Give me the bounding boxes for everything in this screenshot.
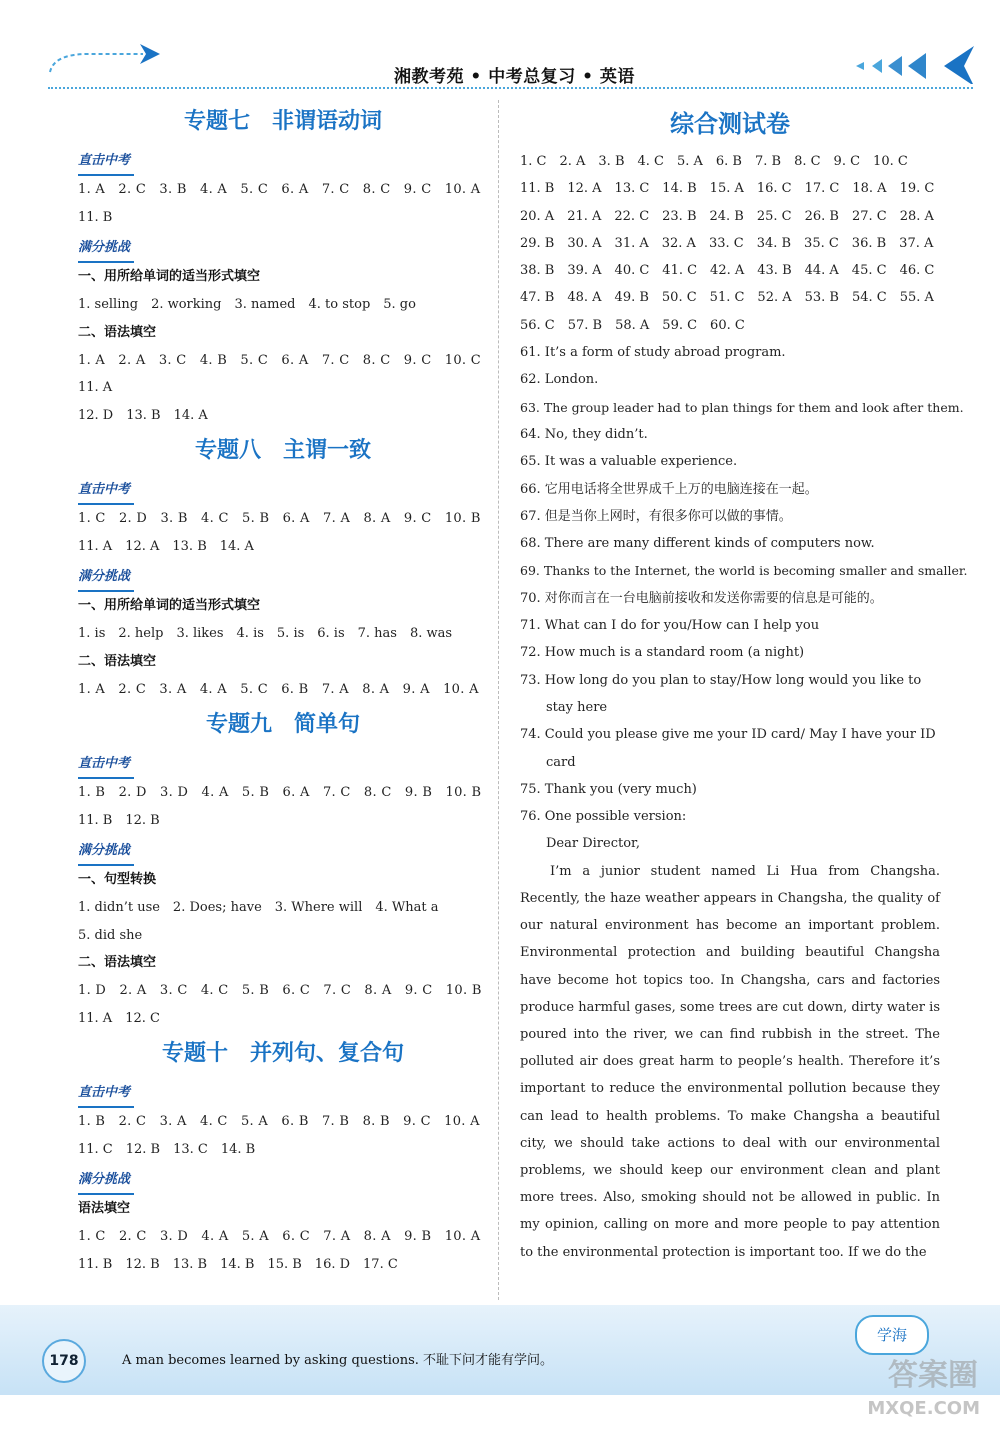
answer-line: 72. How much is a standard room (a night) <box>520 645 805 661</box>
section-title: 专题九 简单句 <box>205 712 360 737</box>
header-title: 湘教考苑 • 中考总复习 • 英语 <box>394 67 635 87</box>
chevrons-icon <box>852 44 977 84</box>
answer-line: 1. C 2. A 3. B 4. C 5. A 6. B 7. B 8. C 9. C 10. C <box>520 154 908 169</box>
answer-line: 12. D 13. B 14. A <box>78 407 208 423</box>
subsection-heading: 直击中考 <box>78 479 134 505</box>
answer-line: 1. A 2. C 3. A 4. A 5. C 6. B 7. A 8. A 9. A 10. A <box>78 681 479 697</box>
question-type: 语法填空 <box>78 1201 131 1216</box>
answer-line: Dear Director, <box>520 836 640 852</box>
answer-line: 11. A <box>78 380 113 395</box>
answer-line: 66. 它用电话将全世界成千上万的电脑连接在一起。 <box>520 481 818 497</box>
answer-line: 56. C 57. B 58. A 59. C 60. C <box>520 317 745 333</box>
subsection-heading: 直击中考 <box>78 150 134 176</box>
question-type: 二、语法填空 <box>78 324 157 340</box>
answer-line: 76. One possible version: <box>520 809 687 825</box>
answer-line: 47. B 48. A 49. B 50. C 51. C 52. A 53. B 54. C 55. A <box>520 290 934 306</box>
footer-quote: A man becomes learned by asking questions. 不耻下问才能有学问。 <box>122 1353 554 1368</box>
answer-line: 11. A 12. A 13. B 14. A <box>78 538 254 554</box>
answer-line: 71. What can I do for you/How can I help you <box>520 618 820 634</box>
answer-line: 65. It was a valuable experience. <box>520 454 738 470</box>
answer-line: 1. A 2. A 3. C 4. B 5. C 6. A 7. C 8. C 9. C 10. C <box>78 352 482 368</box>
watermark-logo: 答案圈 <box>888 1358 978 1393</box>
answer-line: 73. How long do you plan to stay/How long would you like to <box>520 672 922 688</box>
subsection-heading: 满分挑战 <box>78 1169 134 1195</box>
page-header <box>0 38 1000 98</box>
page-number: 178 <box>42 1339 86 1383</box>
answer-line: 67. 但是当你上网时，有很多你可以做的事情。 <box>520 508 792 524</box>
answer-line: 1. B 2. D 3. D 4. A 5. B 6. A 7. C 8. C 9. B 10. B <box>78 785 482 800</box>
question-type: 二、语法填空 <box>78 653 157 669</box>
answer-line: 1. selling 2. working 3. named 4. to stop 5. go <box>78 297 416 312</box>
answer-line: 11. C 12. B 13. C 14. B <box>78 1141 256 1157</box>
column-divider <box>498 100 499 1300</box>
answer-line: 11. B 12. B <box>78 812 160 828</box>
answer-line: 70. 对你而言在一台电脑前接收和发送你需要的信息是可能的。 <box>520 590 883 606</box>
answer-line: 1. A 2. C 3. B 4. A 5. C 6. A 7. C 8. C 9. C 10. A <box>78 182 481 197</box>
answer-line: 38. B 39. A 40. C 41. C 42. A 43. B 44. A 45. C 46. C <box>520 263 935 279</box>
answer-line: 69. Thanks to the Internet, the world is becoming smaller and smaller. <box>520 563 968 579</box>
answer-line: 1. C 2. D 3. B 4. C 5. B 6. A 7. A 8. A 9. C 10. B <box>78 511 481 526</box>
watermark-url: MXQE.COM <box>867 1398 980 1419</box>
answer-line: 11. B 12. A 13. C 14. B 15. A 16. C 17. C 18. A 19. C <box>520 181 935 197</box>
section-title: 专题十 并列句、复合句 <box>161 1041 404 1066</box>
answer-line: 62. London. <box>520 372 599 388</box>
answer-line: 64. No, they didn’t. <box>520 426 648 442</box>
right-column <box>520 100 968 1266</box>
answer-line: 1. C 2. C 3. D 4. A 5. A 6. C 7. A 8. A 9. B 10. A <box>78 1229 481 1244</box>
left-column <box>78 100 488 1278</box>
answer-line: 1. B 2. C 3. A 4. C 5. A 6. B 7. B 8. B 9. C 10. A <box>78 1114 480 1129</box>
question-type: 一、用所给单词的适当形式填空 <box>78 598 261 613</box>
answer-line: 11. B 12. B 13. B 14. B 15. B 16. D 17. C <box>78 1256 398 1272</box>
answer-line: 1. is 2. help 3. likes 4. is 5. is 6. is 7. has 8. was <box>78 626 453 641</box>
answer-line: 63. The group leader had to plan things for them and look after them. <box>520 399 964 415</box>
subsection-heading: 满分挑战 <box>78 566 134 592</box>
answer-line: card <box>520 754 576 770</box>
question-type: 一、句型转换 <box>78 872 157 887</box>
answer-line: 29. B 30. A 31. A 32. A 33. C 34. B 35. C 36. B 37. A <box>520 235 934 251</box>
question-type: 二、语法填空 <box>78 955 157 970</box>
section-title: 专题七 非谓语动词 <box>183 109 382 134</box>
page-footer <box>0 1305 1000 1395</box>
answer-line: 11. A 12. C <box>78 1010 160 1026</box>
header-divider <box>48 87 973 89</box>
answer-line: 20. A 21. A 22. C 23. B 24. B 25. C 26. B 27. C 28. A <box>520 208 934 224</box>
answer-line: 1. didn’t use 2. Does; have 3. Where will 4. What a <box>78 900 439 915</box>
essay-body: I’m a junior student named Li Hua from Changsha. Recently, the haze weather appears in Changsha, the quality of our natural environment has become an important problem. Environmental protection and building beautiful Changsha have become hot topics too. In Changsha, cars and factories produce harmful gases, some trees are cut down, dirty water is poured into the river, we can find rubbish in the street. The polluted air does great harm to people’s health. Therefore it’s important to reduce the environmental pollution because they can lead to health problems. To make Changsha a beautiful city, we should take actions to deal with our environmental problems, we should keep our environment clean and plant more trees. Also, smoking should not be allowed in public. In my opinion, calling on more and more people to pay attention to the environmental protection is important too. If we do the <box>520 863 940 1260</box>
answer-line: 68. There are many different kinds of computers now. <box>520 536 875 552</box>
answer-line: 11. B <box>78 209 113 225</box>
subsection-heading: 直击中考 <box>78 753 134 779</box>
subsection-heading: 直击中考 <box>78 1082 134 1108</box>
answer-line: stay here <box>520 699 608 715</box>
subsection-heading: 满分挑战 <box>78 237 134 263</box>
answer-line: 1. D 2. A 3. C 4. C 5. B 6. C 7. C 8. A 9. C 10. B <box>78 983 482 998</box>
arrow-icon <box>48 42 163 92</box>
test-title: 综合测试卷 <box>670 110 790 138</box>
section-title: 专题八 主谓一致 <box>194 438 371 463</box>
question-type: 一、用所给单词的适当形式填空 <box>78 269 261 284</box>
subsection-heading: 满分挑战 <box>78 840 134 866</box>
answer-line: 61. It’s a form of study abroad program. <box>520 345 786 361</box>
xuehai-badge: 学海 <box>855 1315 929 1355</box>
answer-line: 75. Thank you (very much) <box>520 781 697 797</box>
answer-line: 5. did she <box>78 927 143 943</box>
answer-line: 74. Could you please give me your ID card/ May I have your ID <box>520 727 936 743</box>
